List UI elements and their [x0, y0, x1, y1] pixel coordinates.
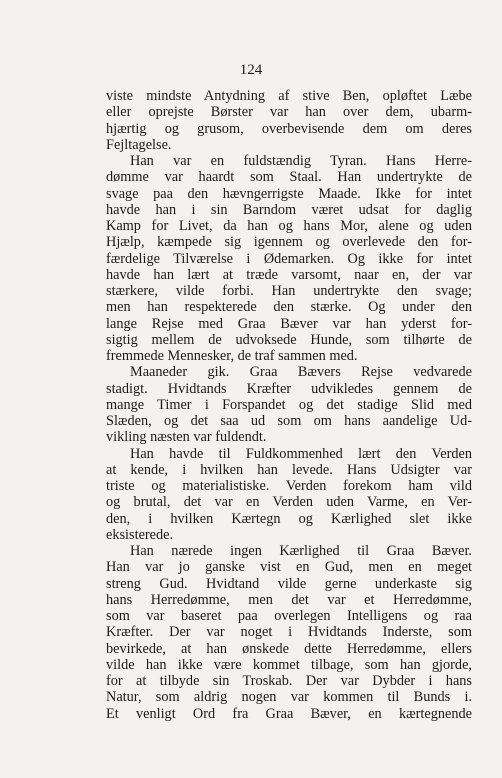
text-line: Hjælp, kæmpede sig igennem og overlevede den for- — [106, 234, 472, 251]
text-line: triste og materialistiske. Verden forekom ham vild — [106, 478, 472, 494]
text-line: Slæden, og det saa ud som om hans aandelige Ud- — [106, 413, 472, 429]
text-line: stærkere, vilde forbi. Han undertrykte den svage; — [106, 283, 472, 299]
text-line: Natur, som aldrig nogen var kommen til Bunds i. — [106, 689, 472, 706]
text-line: færdelige Tilværelse i Ødemarken. Og ikke for intet — [106, 250, 472, 267]
text-line: Han nærede ingen Kærlighed til Graa Bæver. — [130, 543, 472, 559]
text-line: mange Timer i Forspandet og det stadige Slid med — [106, 396, 472, 413]
text-line: og brutal, det var en Verden uden Varme, en Ver- — [106, 494, 472, 511]
text-line: dømme var haardt som Staal. Han undertrykte de — [106, 169, 472, 186]
body-text — [106, 88, 472, 722]
text-line: lange Rejse med Graa Bæver var han yderst for- — [106, 315, 472, 332]
text-line: streng Gud. Hvidtand vilde gerne underkaste sig — [106, 575, 472, 592]
text-line: hans Herredømme, men det var et Herredømme, — [106, 591, 472, 608]
text-line: sigtig mellem de udvoksede Hunde, som tilhørte de — [106, 331, 472, 348]
text-line: Han havde til Fuldkommenhed lært den Verden — [130, 445, 472, 462]
text-line: eksisterede. — [106, 526, 174, 543]
text-line: Han var jo ganske vist en Gud, men en meget — [106, 559, 472, 576]
text-line: viste mindste Antydning af stive Ben, opløftet Læbe — [106, 88, 472, 104]
text-line: stadigt. Hvidtands Kræfter udvikledes gennem de — [106, 380, 472, 397]
text-line: svage paa den hævngerrigste Maade. Ikke for intet — [106, 185, 472, 202]
text-line: men han respekterede den stærke. Og under den — [106, 299, 472, 316]
text-line: Maaneder gik. Graa Bævers Rejse vedvarede — [130, 364, 472, 381]
text-line: Han var en fuldstændig Tyran. Hans Herre- — [130, 153, 472, 169]
text-line: at kende, i hvilken han levede. Hans Udsigter var — [106, 461, 472, 478]
text-line: den, i hvilken Kærtegn og Kærlighed slet ikke — [106, 510, 472, 527]
text-line: som var baseret paa overlegen Intelligens og raa — [106, 608, 472, 624]
text-line: havde han lært at træde varsomt, naar en, der var — [106, 266, 472, 283]
text-line: hjærtig og grusom, overbevisende dem om deres — [106, 120, 472, 137]
text-line: bevirkede, at han ønskede dette Herredømme, ellers — [106, 640, 472, 657]
text-line: Fejltagelse. — [106, 136, 172, 153]
text-line: fremmede Mennesker, de traf sammen med. — [106, 348, 358, 364]
text-line: for at tilbyde sin Troskab. Der var Dybder i hans — [106, 673, 472, 689]
text-line: Kræfter. Der var noget i Hvidtands Inderste, som — [106, 624, 472, 641]
text-line: vilde han ikke være kommet tilbage, som han gjorde, — [106, 656, 472, 673]
text-line: Et venligt Ord fra Graa Bæver, en kærtegnende — [106, 705, 472, 722]
text-line: eller oprejste Børster var han over dem, ubarm- — [106, 104, 472, 121]
text-line: vikling næsten var fuldendt. — [106, 429, 267, 446]
text-line: havde han i sin Barndom været udsat for daglig — [106, 201, 472, 218]
page-number: 124 — [239, 62, 263, 78]
text-line: Kamp for Livet, da han og hans Mor, alene og uden — [106, 218, 472, 234]
